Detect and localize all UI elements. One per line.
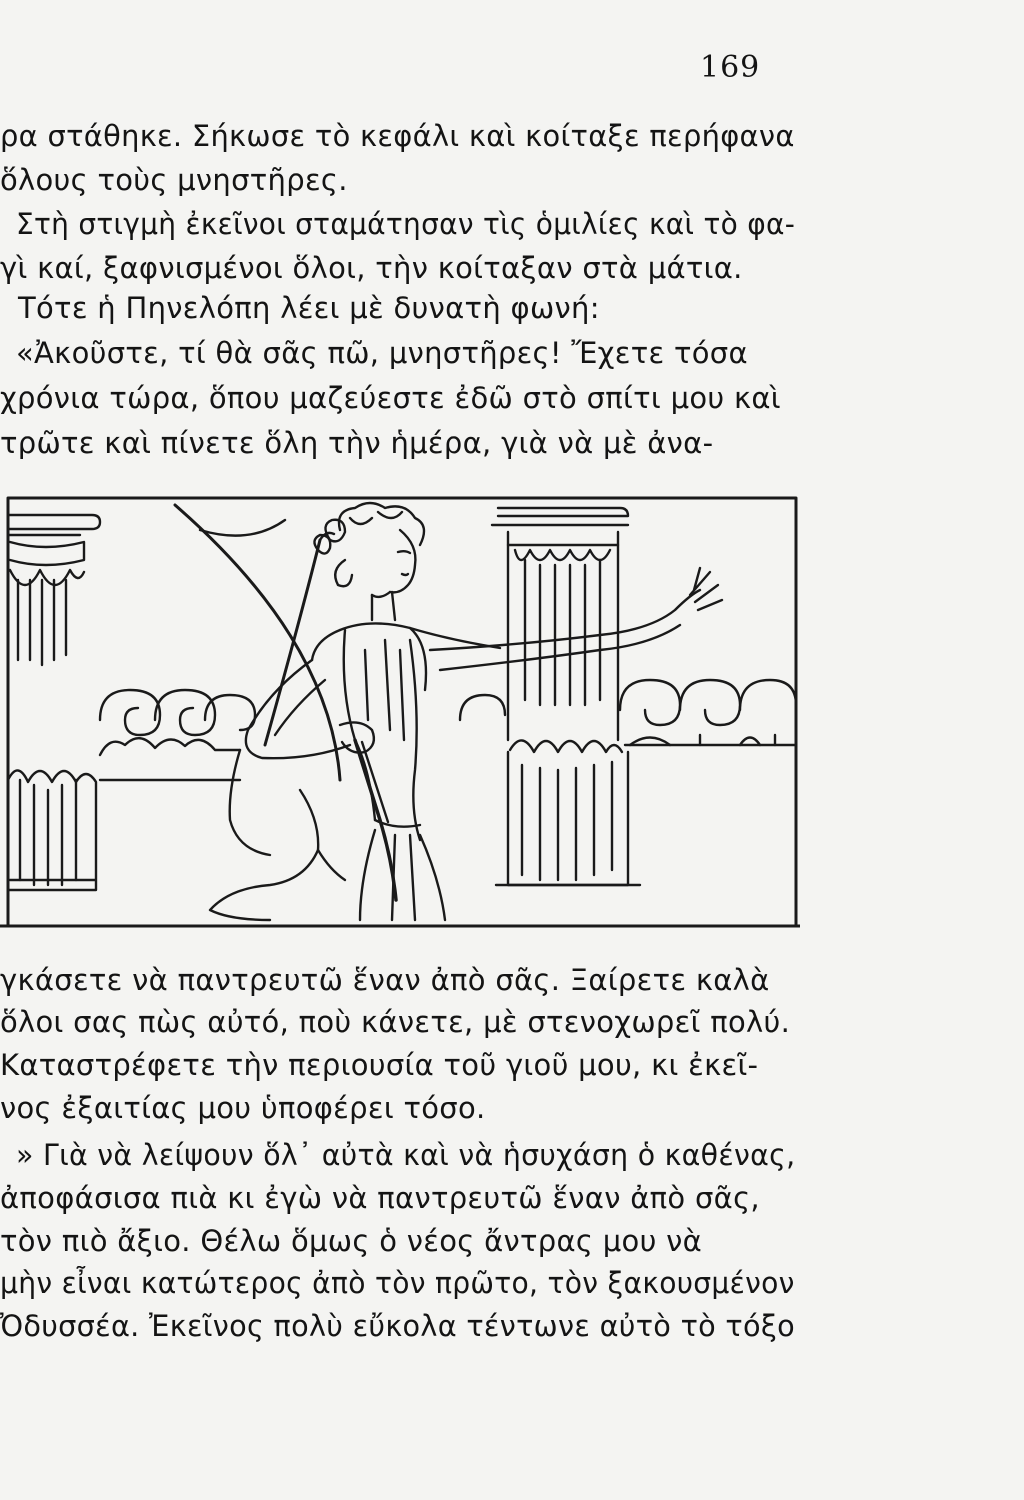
text-line: » Γιὰ νὰ λείψουν ὅλ᾽ αὐτὰ καὶ νὰ ἡσυχάση ὁ καθένας, [16,1138,796,1172]
text-line: νος ἐξαιτίας μου ὑποφέρει τόσο. [0,1091,486,1125]
text-line: Καταστρέφετε τὴν περιουσία τοῦ γιοῦ μου, κι ἐκεῖ- [0,1048,759,1082]
text-line: τρῶτε καὶ πίνετε ὅλη τὴν ἡμέρα, γιὰ νὰ μὲ ἀνα- [0,426,714,460]
text-line: ὅλους τοὺς μνηστῆρες. [0,163,348,197]
page-number: 169 [700,50,761,85]
text-line: «Ἀκοῦστε, τί θὰ σᾶς πῶ, μνηστῆρες! Ἔχετε τόσα [16,336,748,370]
text-line: γὶ καί, ξαφνισμένοι ὅλοι, τὴν κοίταξαν στὰ μάτια. [0,251,743,285]
text-line: Στὴ στιγμὴ ἐκεῖνοι σταμάτησαν τὶς ὁμιλίες καὶ τὸ φα- [16,207,796,241]
right-column [492,508,640,885]
garden-ornaments [100,680,796,780]
text-line: Τότε ἡ Πηνελόπη λέει μὲ δυνατὴ φωνή: [18,291,600,325]
text-line: ὅλοι σας πὼς αὐτό, ποὺ κάνετε, μὲ στενοχωρεῖ πολύ. [0,1005,791,1039]
text-line: μὴν εἶναι κατώτερος ἀπὸ τὸν πρῶτο, τὸν ξακουσμένον [0,1266,795,1300]
left-column [8,515,100,890]
text-line: γκάσετε νὰ παντρευτῶ ἕναν ἀπὸ σᾶς. Ξαίρετε καλὰ [0,963,770,997]
bow [175,505,396,900]
text-line: Ὀδυσσέα. Ἐκεῖνος πολὺ εὔκολα τέντωνε αὐτὸ τὸ τόξο [0,1309,796,1343]
penelope-with-bow-illustration-icon [0,490,800,930]
text-line: ἀποφάσισα πιὰ κι ἐγὼ νὰ παντρευτῶ ἕναν ἀπὸ σᾶς, [0,1181,760,1215]
text-line: τὸν πιὸ ἄξιο. Θέλω ὅμως ὁ νέος ἄντρας μου νὰ [0,1224,703,1258]
text-line: ρα στάθηκε. Σήκωσε τὸ κεφάλι καὶ κοίταξε περήφανα [0,119,795,153]
text-line: χρόνια τώρα, ὅπου μαζεύεστε ἐδῶ στὸ σπίτι μου καὶ [0,381,781,415]
